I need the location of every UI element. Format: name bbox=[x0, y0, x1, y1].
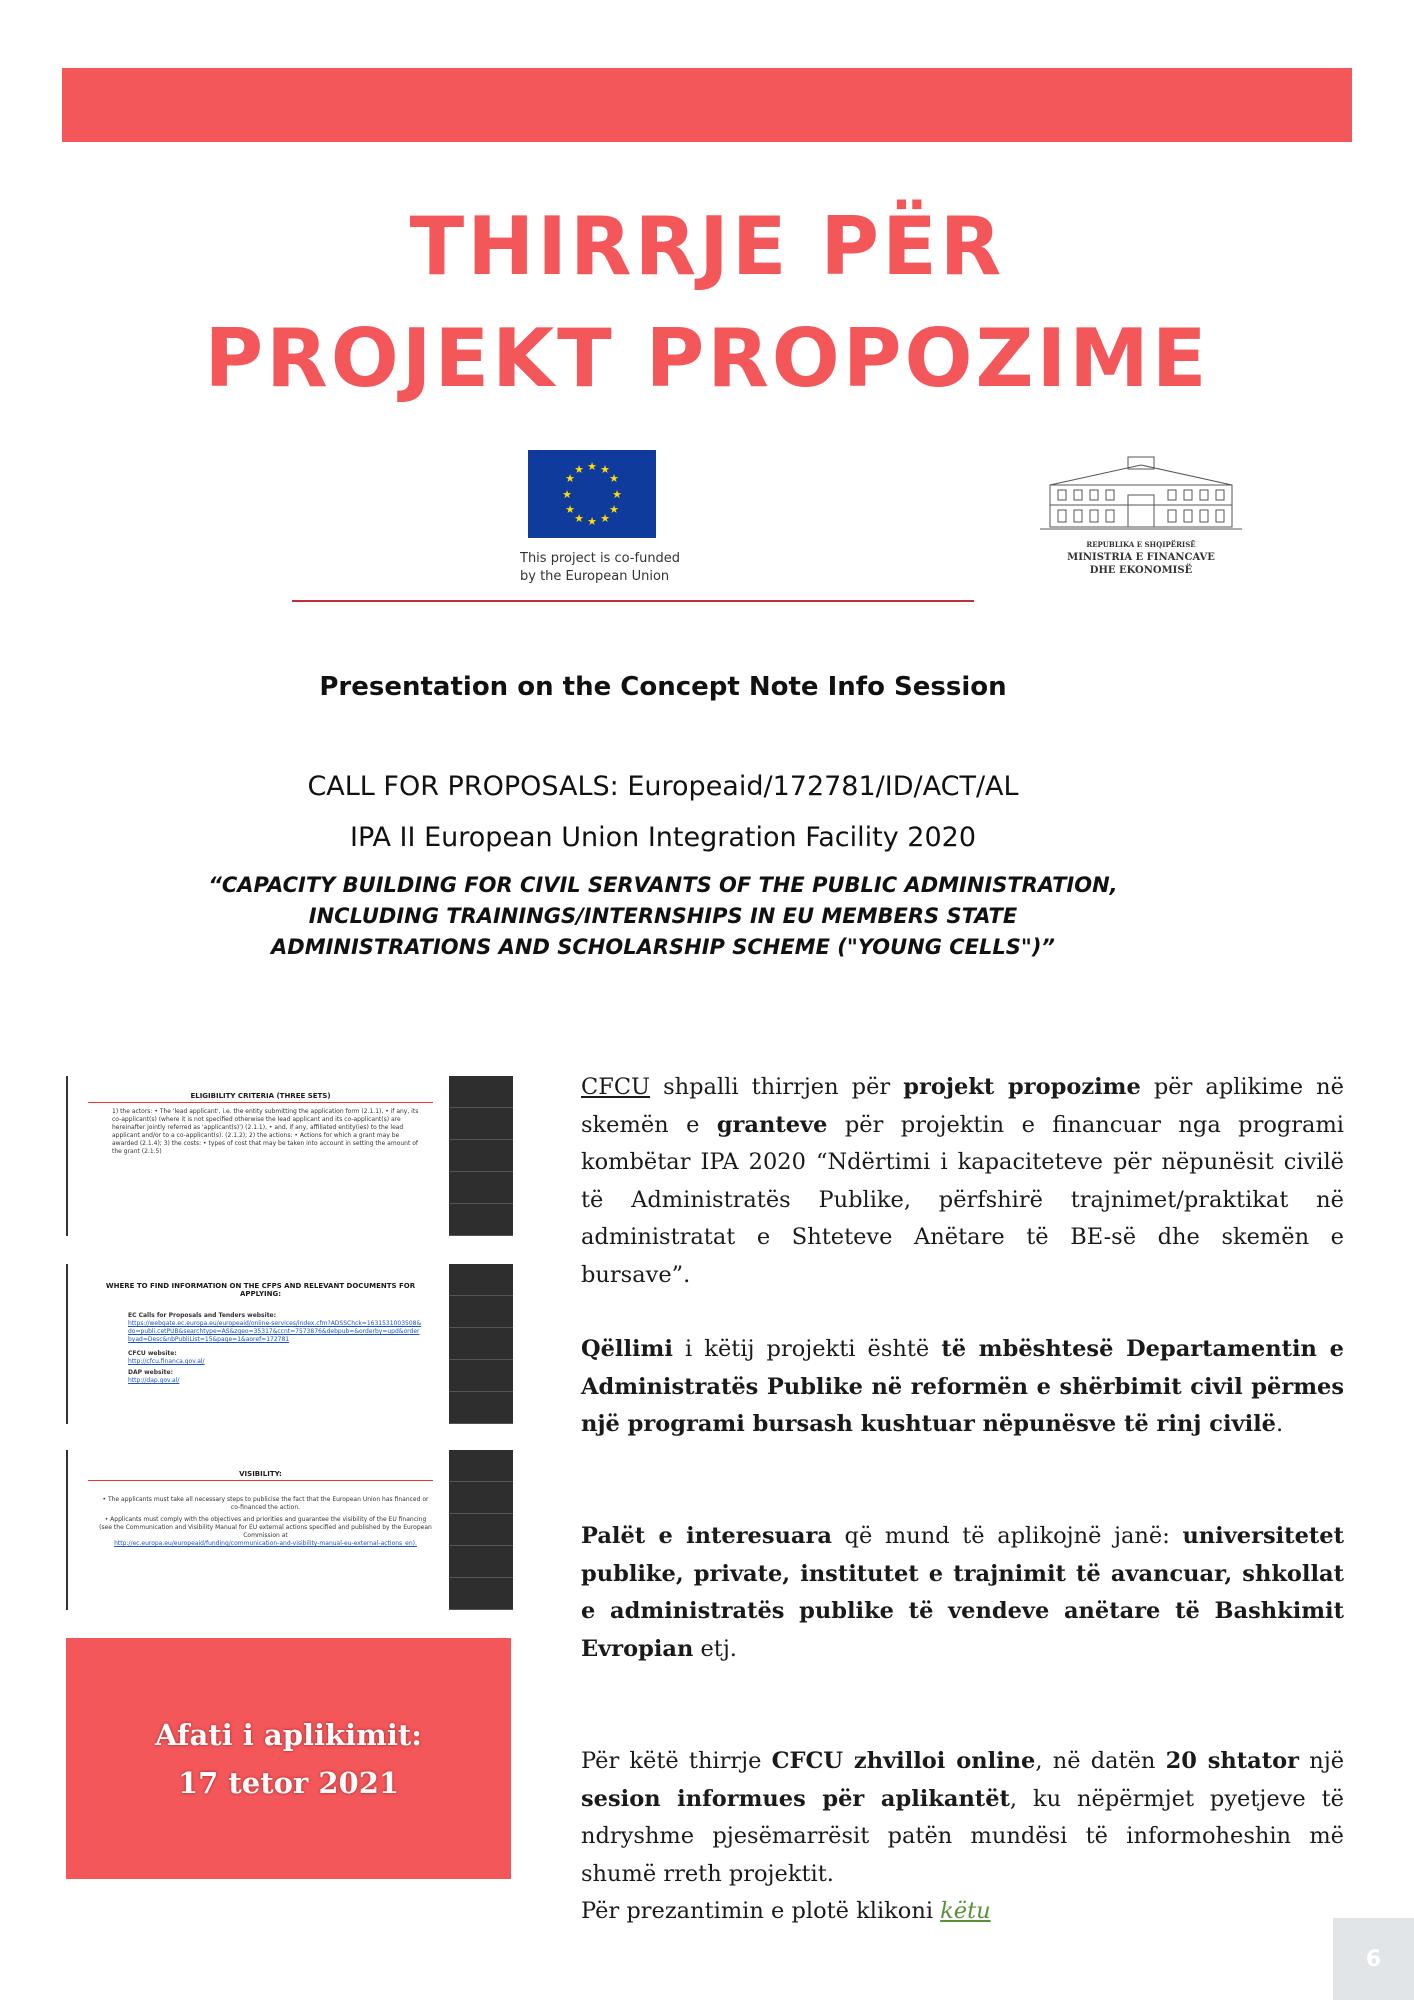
slide-body bbox=[98, 1496, 433, 1548]
eu-caption-line-1: This project is co-funded bbox=[520, 551, 681, 566]
svg-text:★: ★ bbox=[565, 472, 575, 485]
slide-text: • The applicants must take all necessary steps to publicise the fact that the European Union has financed or co-financed the action. bbox=[102, 1496, 429, 1511]
slide-text: • Applicants must comply with the objectives and priorities and guarantee the visibility of the EU financing (see the Communication and Visibility Manual for EU external actions specified and published by the European Commission at bbox=[99, 1516, 432, 1539]
project-quote-line-1: “CAPACITY BUILDING FOR CIVIL SERVANTS OF THE PUBLIC ADMINISTRATION, bbox=[208, 873, 1118, 897]
deadline-date: 17 tetor 2021 bbox=[177, 1765, 400, 1800]
text-run: për aplikime në skemën e bbox=[581, 1074, 1344, 1138]
text-run: , në datën bbox=[1035, 1748, 1166, 1774]
call-reference: CALL FOR PROPOSALS: Europeaid/172781/ID/ACT/AL bbox=[307, 771, 1019, 802]
text-run: etj. bbox=[693, 1635, 737, 1662]
paragraph-stakeholders bbox=[581, 1518, 1344, 1668]
eu-flag-logo bbox=[528, 450, 656, 538]
svg-text:★: ★ bbox=[574, 463, 584, 476]
text-run-bold: 20 shtator bbox=[1165, 1748, 1300, 1774]
slide-link: http://cfcu.financa.gov.al/ bbox=[128, 1358, 205, 1365]
ministry-name-line-2: MINISTRIA E FINANCAVE bbox=[1067, 552, 1215, 563]
slide-title: ELIGIBILITY CRITERIA (THREE SETS) bbox=[88, 1092, 433, 1103]
slide-label: DAP website: bbox=[128, 1369, 173, 1376]
svg-text:★: ★ bbox=[565, 503, 575, 516]
text-run: shpalli thirrjen për bbox=[650, 1074, 904, 1100]
svg-text:★: ★ bbox=[609, 503, 619, 516]
slide-title: WHERE TO FIND INFORMATION ON THE CFPS AND RELEVANT DOCUMENTS FOR APPLYING: bbox=[105, 1282, 416, 1298]
text-run: Për prezantimin e plotë klikoni bbox=[581, 1898, 941, 1924]
text-run-bold: sesion informues për aplikantët bbox=[581, 1785, 1010, 1812]
text-run: për projektin e financuar nga programi kombëtar IPA 2020 “Ndërtimi i kapaciteteve për nëpunësit civilë të Administratës Publike, përfshirë trajnimet/praktikat në administratat e Shteteve Anëtare të BE-së dhe skemën e bursave”. bbox=[581, 1111, 1344, 1288]
page-number: 6 bbox=[1333, 1918, 1414, 2000]
text-run-bold: Qëllimi bbox=[581, 1336, 673, 1362]
ministry-name bbox=[1010, 538, 1272, 577]
text-run: Për këtë thirrje bbox=[581, 1748, 772, 1774]
svg-text:★: ★ bbox=[600, 512, 610, 525]
eu-caption-line-2: by the European Union bbox=[520, 569, 670, 584]
text-run: një bbox=[1299, 1748, 1345, 1774]
svg-text:★: ★ bbox=[587, 460, 597, 473]
paragraph-purpose bbox=[581, 1331, 1344, 1444]
slide-label: EC Calls for Proposals and Tenders website: bbox=[128, 1312, 277, 1319]
svg-text:★: ★ bbox=[574, 512, 584, 525]
ministry-name-line-3: DHE EKONOMISË bbox=[1089, 565, 1193, 576]
project-quote bbox=[0, 870, 1326, 963]
project-quote-line-2: INCLUDING TRAININGS/INTERNSHIPS IN EU MEMBERS STATE bbox=[308, 904, 1018, 928]
text-run: i këtij projekti është bbox=[672, 1336, 942, 1362]
facility-name: IPA II European Union Integration Facility 2020 bbox=[349, 822, 977, 853]
slide-body bbox=[128, 1312, 423, 1385]
header-banner bbox=[62, 68, 1352, 142]
cfcu-link[interactable]: CFCU bbox=[581, 1074, 651, 1100]
ministry-name-line-1: REPUBLIKA E SHQIPËRISË bbox=[1086, 540, 1196, 549]
svg-text:★: ★ bbox=[587, 515, 597, 528]
svg-text:★: ★ bbox=[609, 472, 619, 485]
text-run-bold: CFCU zhvilloi online bbox=[771, 1748, 1036, 1774]
project-quote-line-3: ADMINISTRATIONS AND SCHOLARSHIP SCHEME ("YOUNG CELLS")” bbox=[271, 935, 1055, 959]
page-title-line-2: PROJEKT PROPOZIME bbox=[204, 312, 1210, 405]
slide-participant-panel bbox=[449, 1076, 513, 1236]
text-run-bold: të mbështesë Departamentin e Administratës Publike në reformën e shërbimit civil përmes një programi bursash kushtuar nëpunësve të rinj civilë bbox=[581, 1336, 1344, 1437]
text-run: , ku nëpërmjet pyetjeve të ndryshme pjesëmarrësit patën mundësi të informoheshin më shumë rreth projektit. bbox=[581, 1785, 1344, 1887]
presentation-title: Presentation on the Concept Note Info Session bbox=[319, 672, 1007, 702]
slide-thumbnail-visibility bbox=[66, 1450, 513, 1610]
deadline-box bbox=[66, 1638, 511, 1879]
paragraph-presentation-link bbox=[581, 1893, 1344, 1931]
slide-link: http://ec.europa.eu/europeaid/funding/communication-and-visibility-manual-eu-external-actions_en). bbox=[114, 1540, 417, 1547]
slide-thumbnail-eligibility bbox=[66, 1076, 513, 1236]
slide-participant-panel bbox=[449, 1450, 513, 1610]
slide-link: https://webgate.ec.europa.eu/europeaid/online-services/index.cfm?ADSSChck=1631531003508&do=publi.cetPUB&searchtype=AS&zgeo=35317&ccnt=7573876&debpub=&orderby=upd&orderbyad=Desc&nbPubliList=15&page=1&aoref=172781 bbox=[128, 1320, 422, 1343]
text-run-bold: granteve bbox=[716, 1111, 828, 1138]
presentation-link[interactable]: këtu bbox=[940, 1898, 991, 1924]
slide-thumbnail-information bbox=[66, 1264, 513, 1424]
divider bbox=[292, 600, 974, 602]
page-title-line-1: THIRRJE PËR bbox=[409, 200, 1005, 293]
svg-text:★: ★ bbox=[600, 463, 610, 476]
slide-body: 1) the actors: • The 'lead applicant', i.e. the entity submitting the application form (2.1.1), • if any, its co-applicant(s) (where it is not specified otherwise the lead applicant and its co-applicant(s) are hereinafter jointly referred as 'applicant(s)') (2.1.1), • and, if any, affiliated entity(ies) to the lead applicant and/or to a co-applicant(s). (2.1.2); 2) the actions: • Actions for which a grant may be awarded (2.1.4); 3) the costs: • types of cost that may be taken into account in setting the amount of the grant (2.1.5) bbox=[112, 1108, 419, 1155]
paragraph-announcement bbox=[581, 1069, 1344, 1294]
text-run: që mund të aplikojnë janë: bbox=[831, 1523, 1183, 1549]
slide-title: VISIBILITY: bbox=[88, 1470, 433, 1481]
text-run-bold: Palët e interesuara bbox=[581, 1523, 832, 1549]
eu-caption bbox=[520, 550, 680, 586]
slide-participant-panel bbox=[449, 1264, 513, 1424]
svg-text:★: ★ bbox=[562, 488, 572, 501]
slide-label: CFCU website: bbox=[128, 1350, 177, 1357]
text-run-bold: universitetet publike, private, institutet e trajnimit të avancuar, shkollat e administratës publike të vendeve anëtare të Bashkimit Evropian bbox=[581, 1523, 1344, 1662]
paragraph-info-session bbox=[581, 1743, 1344, 1893]
text-run-bold: projekt propozime bbox=[903, 1074, 1141, 1100]
svg-text:★: ★ bbox=[612, 488, 622, 501]
deadline-label: Afati i aplikimit: bbox=[155, 1717, 422, 1752]
text-run: . bbox=[1275, 1411, 1284, 1437]
slide-link: http://dap.gov.al/ bbox=[128, 1377, 180, 1384]
